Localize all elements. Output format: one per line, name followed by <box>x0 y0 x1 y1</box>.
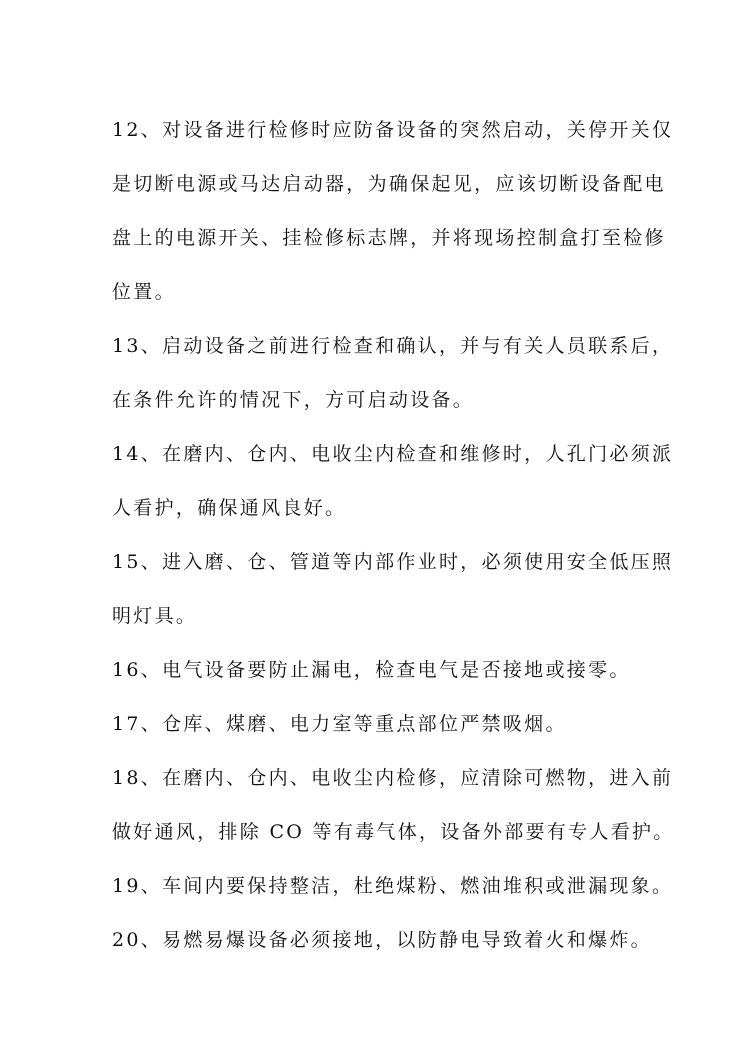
text-line: 16、电气设备要防止漏电，检查电气是否接地或接零。 <box>112 659 631 681</box>
text-line: 18、在磨内、仓内、电收尘内检修，应清除可燃物，进入前 <box>112 767 674 789</box>
text-line: 13、启动设备之前进行检查和确认，并与有关人员联系后， <box>112 335 674 357</box>
text-line: 20、易燃易爆设备必须接地，以防静电导致着火和爆炸。 <box>112 929 652 951</box>
text-line: 14、在磨内、仓内、电收尘内检查和维修时，人孔门必须派 <box>112 443 674 465</box>
text-line: 19、车间内要保持整洁，杜绝煤粉、燃油堆积或泄漏现象。 <box>112 875 674 897</box>
text-line: 明灯具。 <box>112 605 198 627</box>
text-line: 人看护，确保通风良好。 <box>112 497 347 519</box>
text-line: 做好通风，排除 CO 等有毒气体，设备外部要有专人看护。 <box>112 821 675 843</box>
text-line: 盘上的电源开关、挂检修标志牌，并将现场控制盒打至检修 <box>112 227 666 249</box>
text-line: 位置。 <box>112 281 176 303</box>
text-line: 是切断电源或马达启动器，为确保起见，应该切断设备配电 <box>112 173 666 195</box>
text-line: 在条件允许的情况下，方可启动设备。 <box>112 389 475 411</box>
text-line: 12、对设备进行检修时应防备设备的突然启动，关停开关仅 <box>112 119 674 141</box>
text-line: 15、进入磨、仓、管道等内部作业时，必须使用安全低压照 <box>112 551 674 573</box>
text-line: 17、仓库、煤磨、电力室等重点部位严禁吸烟。 <box>112 713 567 735</box>
